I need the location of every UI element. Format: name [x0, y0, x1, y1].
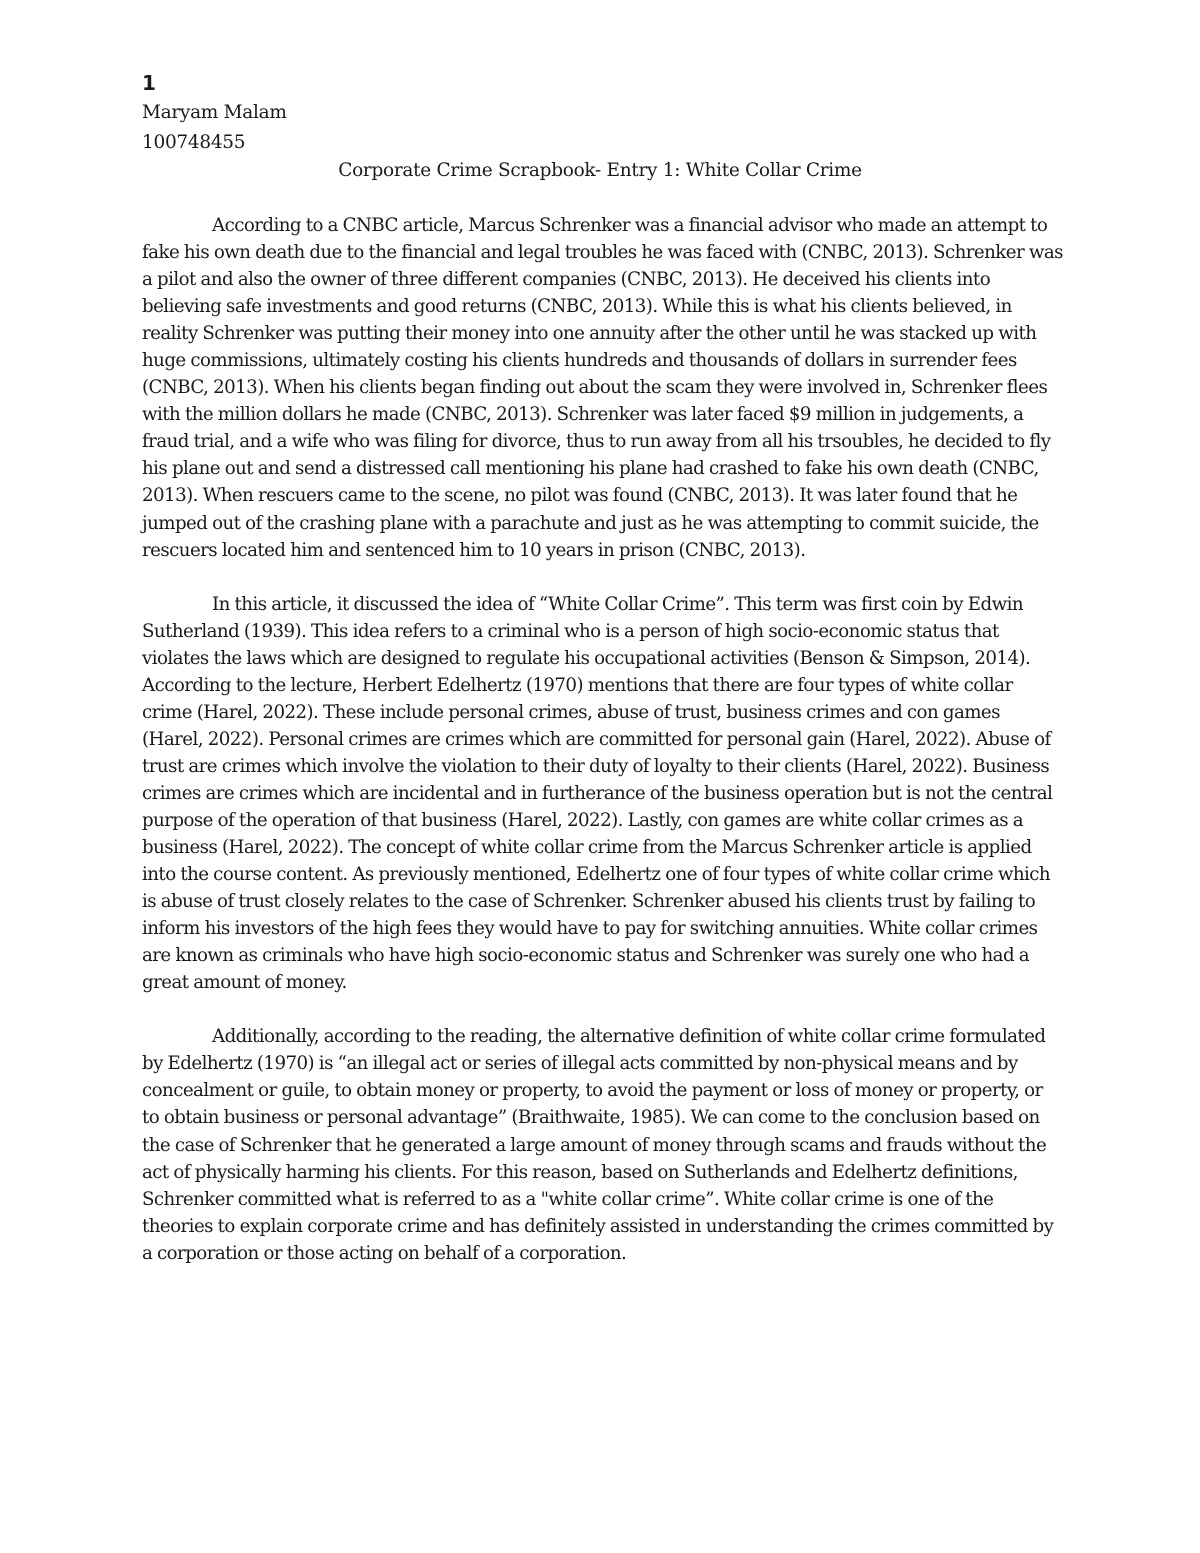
paragraph-case-summary: According to a CNBC article, Marcus Schrenker was a financial advisor who made an attempt to fake his own death due to the financial and legal troubles he was faced with (CNBC, 2013). Schrenker was a pilot and also the owner of three different companies (CNBC, 2013). He deceived his clients into believing safe investments and good returns (CNBC, 2013). While this is what his clients believed, in reality Schrenker was putting their money into one annuity after the other until he was stacked up with huge commissions, ultimately costing his clients hundreds and thousands of dollars in surrender fees (CNBC, 2013). When his clients began finding out about the scam they were involved in, Schrenker flees with the million dollars he made (CNBC, 2013). Schrenker was later faced $9 million in judgements, a fraud trial, and a wife who was filing for divorce, thus to run away from all his trsoubles, he decided to fly his plane out and send a distressed call mentioning his plane had crashed to fake his own death (CNBC, 2013). When rescuers came to the scene, no pilot was found (CNBC, 2013). It was later found that he jumped out of the crashing plane with a parachute and just as he was attempting to commit suicide, the rescuers located him and sentenced him to 10 years in prison (CNBC, 2013). [142, 215, 1063, 561]
paragraph-white-collar-crime: In this article, it discussed the idea of “White Collar Crime”. This term was first coin by Edwin Sutherland (1939). This idea refers to a criminal who is a person of high socio-economic status that violates the laws which are designed to regulate his occupational activities (Benson & Simpson, 2014). According to the lecture, Herbert Edelhertz (1970) mentions that there are four types of white collar crime (Harel, 2022). These include personal crimes, abuse of trust, business crimes and con games (Harel, 2022). Personal crimes are crimes which are committed for personal gain (Harel, 2022). Abuse of trust are crimes which involve the violation to their duty of loyalty to their clients (Harel, 2022). Business crimes are crimes which are incidental and in furtherance of the business operation but is not the central purpose of the operation of that business (Harel, 2022). Lastly, con games are white collar crimes as a business (Harel, 2022). The concept of white collar crime from the Marcus Schrenker article is applied into the course content. As previously mentioned, Edelhertz one of four types of white collar crime which is abuse of trust closely relates to the case of Schrenker. Schrenker abused his clients trust by failing to inform his investors of the high fees they would have to pay for switching annuities. White collar crimes are known as criminals who have high socio-economic status and Schrenker was surely one who had a great amount of money. [142, 593, 1053, 994]
student-id: 100748455 [142, 132, 246, 153]
document-title: Corporate Crime Scrapbook- Entry 1: White Collar Crime [338, 160, 862, 181]
paragraph-alternative-definition: Additionally, according to the reading, the alternative definition of white collar crime formulated by Edelhertz (1970) is “an illegal act or series of illegal acts committed by non-physical means and by concealment or guile, to obtain money or property, to avoid the payment or loss of money or property, or to obtain business or personal advantage” (Braithwaite, 1985). We can come to the conclusion based on the case of Schrenker that he generated a large amount of money through scams and frauds without the act of physically harming his clients. For this reason, based on Sutherlands and Edelhertz definitions, Schrenker committed what is referred to as a "white collar crime”. White collar crime is one of the theories to explain corporate crime and has definitely assisted in understanding the crimes committed by a corporation or those acting on behalf of a corporation. [142, 1026, 1054, 1264]
page-number: 1 [142, 71, 156, 95]
document-body [142, 212, 1064, 1294]
author-name: Maryam Malam [142, 102, 287, 123]
document-header [142, 68, 1062, 158]
